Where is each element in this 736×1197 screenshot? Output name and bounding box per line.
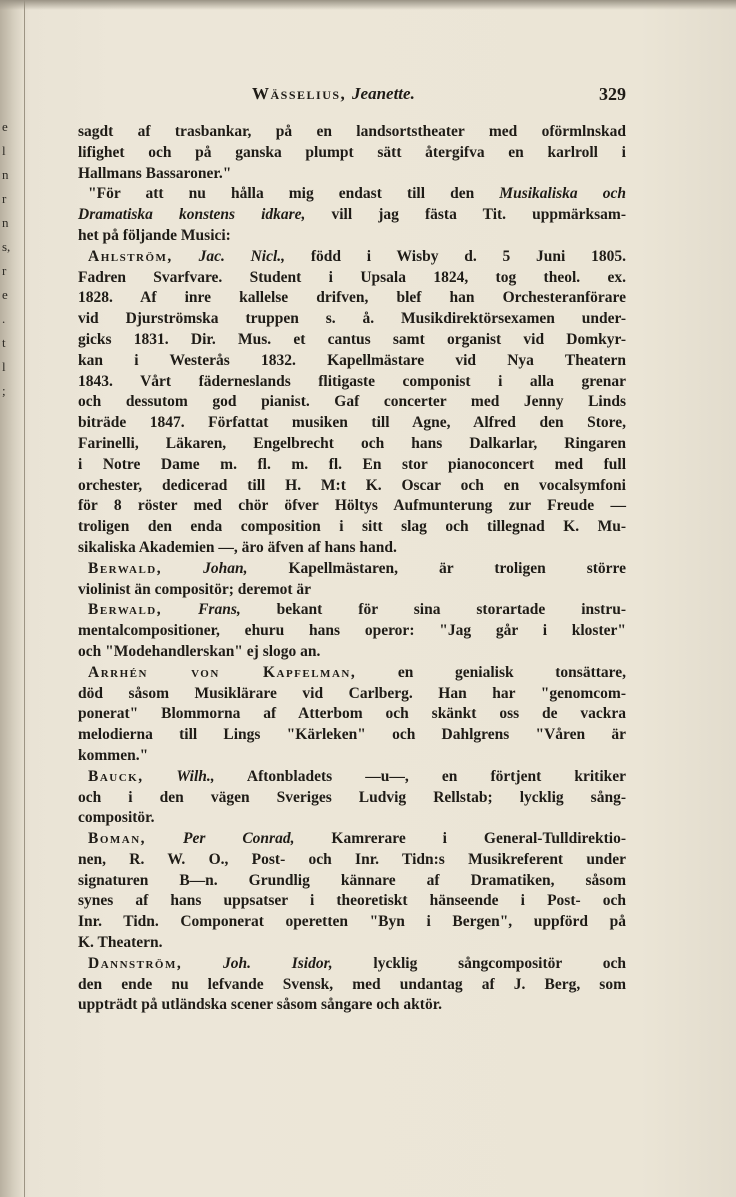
line-text: Inr. Tidn. Componerat operetten "Byn i Bergen", uppförd på	[78, 913, 626, 931]
body-text	[78, 122, 626, 1016]
entry-surname: Dannström,	[88, 954, 183, 972]
running-head-first-name: Jeanette.	[352, 84, 415, 103]
facing-page-margin-letters	[2, 120, 18, 408]
line-text: "För att nu hålla mig endast till den	[88, 185, 500, 203]
margin-letter: ;	[2, 383, 6, 398]
text-line	[78, 580, 626, 601]
line-text: lifighet och på ganska plumpt sätt återgifva en karlroll i	[78, 143, 626, 161]
margin-letter: r	[2, 263, 7, 278]
text-line	[78, 413, 626, 434]
line-text: ponerat" Blommorna af Atterbom och skänkt oss de vackra	[78, 705, 626, 723]
line-text: 1843. Vårt fäderneslands flitigaste componist i alla grenar	[78, 372, 626, 390]
margin-letter: e	[2, 119, 8, 134]
entry-surname: Boman,	[88, 830, 147, 848]
text-line	[78, 351, 626, 372]
entry-given-name: Joh. Isidor,	[182, 954, 333, 972]
text-line	[78, 933, 626, 954]
text-line	[78, 268, 626, 289]
italic-text: Dramatiska konstens idkare,	[78, 206, 306, 224]
margin-letter: n	[2, 215, 9, 230]
margin-letter: s,	[2, 239, 11, 254]
line-text: violinist än compositör; deremot är	[78, 580, 312, 598]
text-line	[78, 975, 626, 996]
text-line	[78, 746, 626, 767]
text-line	[78, 642, 626, 663]
margin-letter: n	[2, 167, 9, 182]
text-line	[78, 600, 626, 621]
text-line	[78, 455, 626, 476]
entry-surname: Bauck,	[88, 767, 144, 785]
text-line	[78, 912, 626, 933]
text-line	[78, 559, 626, 580]
line-text: 1828. Af inre kallelse drifven, blef han Orchesteranförare	[78, 289, 626, 307]
text-line	[78, 829, 626, 850]
line-text: Farinelli, Läkaren, Engelbrecht och hans Dalkarlar, Ringaren	[78, 434, 626, 452]
text-line	[78, 247, 626, 268]
text-line	[78, 684, 626, 705]
margin-letter: .	[2, 311, 6, 326]
text-line	[78, 288, 626, 309]
text-line	[78, 226, 626, 247]
text-line	[78, 309, 626, 330]
line-text: kan i Westerås 1832. Kapellmästare vid Nya Theatern	[78, 351, 626, 369]
line-text: troligen den enda composition i sitt slag och tillegnad K. Mu-	[78, 518, 626, 536]
text-line	[78, 205, 626, 226]
text-line	[78, 517, 626, 538]
page-top-shadow	[0, 0, 736, 10]
margin-letter: l	[2, 143, 6, 158]
entry-given-name: Per Conrad,	[146, 830, 295, 848]
line-text: bekant för sina storartade instru-	[240, 601, 626, 619]
line-text: melodierna till Lings "Kärleken" och Dahlgrens "Våren är	[78, 726, 626, 744]
line-text: signaturen B—n. Grundlig kännare af Dramatiken, såsom	[78, 871, 626, 889]
entry-surname: Berwald,	[88, 601, 163, 619]
line-text: het på följande Musici:	[78, 226, 231, 244]
line-text: den ende nu lefvande Svensk, med undantag af J. Berg, som	[78, 975, 626, 993]
line-text: mentalcompositioner, ehuru hans operor: "Jag går i kloster"	[78, 622, 626, 640]
entry-given-name: Jac. Nicl.,	[172, 247, 286, 265]
text-line	[78, 850, 626, 871]
entry-surname: Arrhén von Kapfelman,	[88, 663, 357, 681]
text-line	[78, 621, 626, 642]
line-text: synes af hans uppsatser i theoretiskt hänseende i Post- och	[78, 892, 626, 910]
line-text: vid Djurströmska truppen s. å. Musikdirektörsexamen under-	[78, 310, 626, 328]
text-line	[78, 330, 626, 351]
text-line	[78, 476, 626, 497]
text-line	[78, 392, 626, 413]
line-text: och i den vägen Sveriges Ludvig Rellstab; lycklig sång-	[78, 788, 626, 806]
text-line	[78, 496, 626, 517]
text-line	[78, 808, 626, 829]
line-text: uppträdt på utländska scener såsom sångare och aktör.	[78, 996, 443, 1014]
line-text: Fadren Svarfvare. Student i Upsala 1824, tog theol. ex.	[78, 268, 626, 286]
line-text: Aftonbladets —u—, en förtjent kritiker	[214, 767, 627, 785]
text-line	[78, 434, 626, 455]
line-text: nen, R. W. O., Post- och Inr. Tidn:s Musikreferent under	[78, 850, 626, 868]
line-text: Kapellmästaren, är troligen större	[247, 559, 627, 577]
page-number: 329	[599, 84, 626, 104]
margin-letter: t	[2, 335, 6, 350]
margin-letter: r	[2, 191, 7, 206]
entry-given-name: Johan,	[162, 559, 248, 577]
line-text: lycklig sångcompositör och	[332, 954, 626, 972]
running-head-name: Wässelius,	[252, 84, 347, 103]
text-line	[78, 663, 626, 684]
line-text: Hallmans Bassaroner."	[78, 164, 232, 182]
margin-letter: e	[2, 287, 8, 302]
line-text: en genialisk tonsättare,	[356, 663, 626, 681]
entry-surname: Ahlström,	[88, 247, 173, 265]
line-text: vill jag fästa Tit. uppmärksam-	[305, 206, 626, 224]
text-line	[78, 725, 626, 746]
line-text: kommen."	[78, 746, 149, 764]
margin-letter: l	[2, 359, 6, 374]
text-line	[78, 122, 626, 143]
text-line	[78, 788, 626, 809]
text-line	[78, 164, 626, 185]
line-text: död såsom Musiklärare vid Carlberg. Han har "genomcom-	[78, 684, 626, 702]
line-text: född i Wisby d. 5 Juni 1805.	[285, 247, 626, 265]
line-text: compositör.	[78, 809, 155, 827]
text-line	[78, 954, 626, 975]
entry-surname: Berwald,	[88, 559, 163, 577]
text-line	[78, 704, 626, 725]
page-header	[78, 84, 626, 110]
line-text: sagdt af trasbankar, på en landsortstheater med oförmlnskad	[78, 123, 626, 140]
line-text: och dessutom god pianist. Gaf concerter med Jenny Linds	[78, 393, 626, 411]
running-head	[252, 84, 415, 104]
text-line	[78, 871, 626, 892]
line-text: sikaliska Akademien —, äro äfven af hans hand.	[78, 538, 397, 556]
line-text: och "Modehandlerskan" ej slogo an.	[78, 642, 321, 660]
entry-given-name: Wilh.,	[143, 767, 215, 785]
text-line	[78, 184, 626, 205]
italic-text: Musikaliska och	[499, 185, 627, 203]
line-text: i Notre Dame m. fl. m. fl. En stor pianoconcert med full	[78, 455, 626, 473]
text-line	[78, 891, 626, 912]
text-line	[78, 143, 626, 164]
line-text: orchester, dedicerad till H. M:t K. Oscar och en vocalsymfoni	[78, 476, 626, 494]
entry-given-name: Frans,	[162, 601, 241, 619]
line-text: för 8 röster med chör öfver Höltys Aufmunterung zur Freude —	[78, 497, 626, 515]
text-line	[78, 995, 626, 1016]
line-text: gicks 1831. Dir. Mus. et cantus samt organist vid Domkyr-	[78, 330, 626, 348]
line-text: biträde 1847. Författat musiken till Agne, Alfred den Store,	[78, 414, 626, 432]
text-line	[78, 372, 626, 393]
text-line	[78, 767, 626, 788]
line-text: K. Theatern.	[78, 934, 163, 952]
text-line	[78, 538, 626, 559]
line-text: Kamrerare i General-Tulldirektio-	[294, 830, 627, 848]
